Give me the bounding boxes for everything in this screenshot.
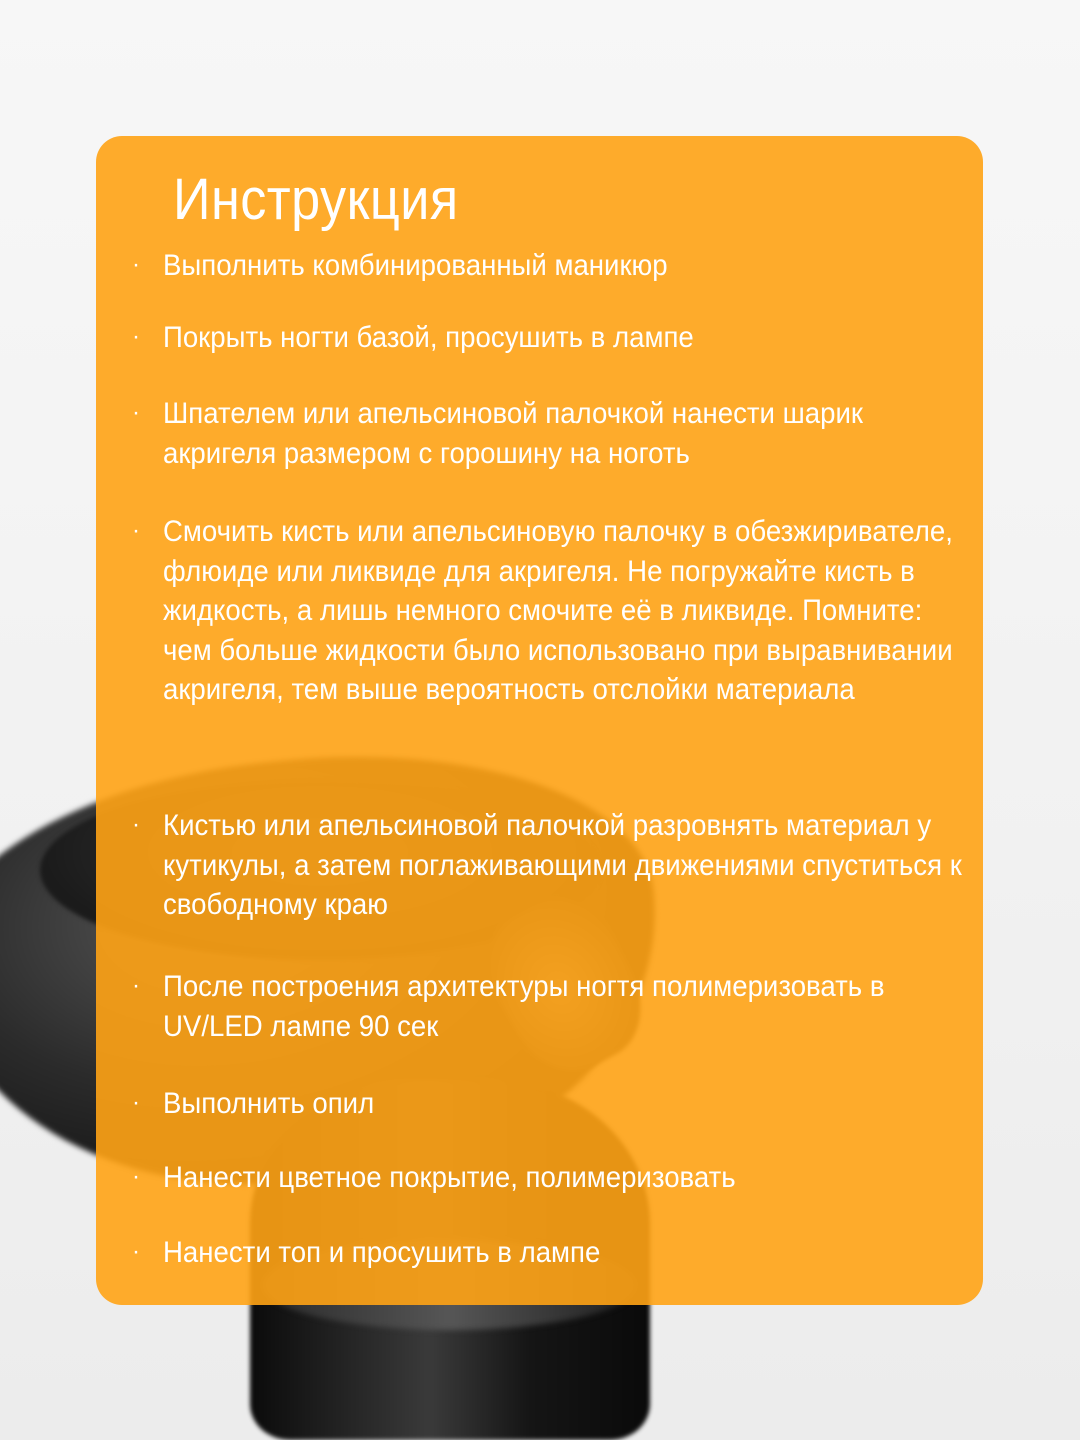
instruction-card [96, 136, 983, 1305]
instruction-step [132, 806, 962, 925]
bullet-icon: · [132, 323, 140, 350]
step-text: Кистью или апельсиновой палочкой разровнять материал у кутикулы, а затем поглаживающими движениями спуститься к свободному краю [163, 809, 962, 921]
bullet-icon: · [132, 811, 140, 838]
bullet-icon: · [132, 972, 140, 999]
instruction-step [132, 1158, 962, 1198]
bullet-icon: · [132, 1238, 140, 1265]
instruction-step [132, 394, 962, 473]
bullet-icon: · [132, 1089, 140, 1116]
step-text: Выполнить опил [163, 1087, 375, 1120]
instruction-step [132, 967, 962, 1046]
step-text: Смочить кисть или апельсиновую палочку в обезжиривателе, флюиде или ликвиде для акригеля. Не погружайте кисть в жидкость, а лишь немного смочите её в ликвиде. Помните: чем больше жидкости было использовано при выравнивании акригеля, тем выше вероятность отслойки материала [163, 515, 953, 706]
bullet-icon: · [132, 1163, 140, 1190]
bullet-icon: · [132, 399, 140, 426]
instruction-title: Инструкция [173, 167, 459, 232]
bullet-icon: · [132, 251, 140, 278]
bullet-icon: · [132, 517, 140, 544]
step-text: Выполнить комбинированный маникюр [163, 249, 668, 282]
instruction-step [132, 512, 962, 710]
instruction-step [132, 1233, 962, 1273]
step-text: Нанести топ и просушить в лампе [163, 1236, 601, 1269]
instruction-step [132, 246, 962, 286]
instruction-step [132, 318, 962, 358]
step-text: Нанести цветное покрытие, полимеризовать [163, 1161, 736, 1194]
step-text: Шпателем или апельсиновой палочкой нанести шарик акригеля размером с горошину на ноготь [163, 397, 863, 470]
step-text: После построения архитектуры ногтя полимеризовать в UV/LED лампе 90 сек [163, 970, 885, 1043]
step-text: Покрыть ногти базой, просушить в лампе [163, 321, 694, 354]
instruction-step [132, 1084, 962, 1124]
